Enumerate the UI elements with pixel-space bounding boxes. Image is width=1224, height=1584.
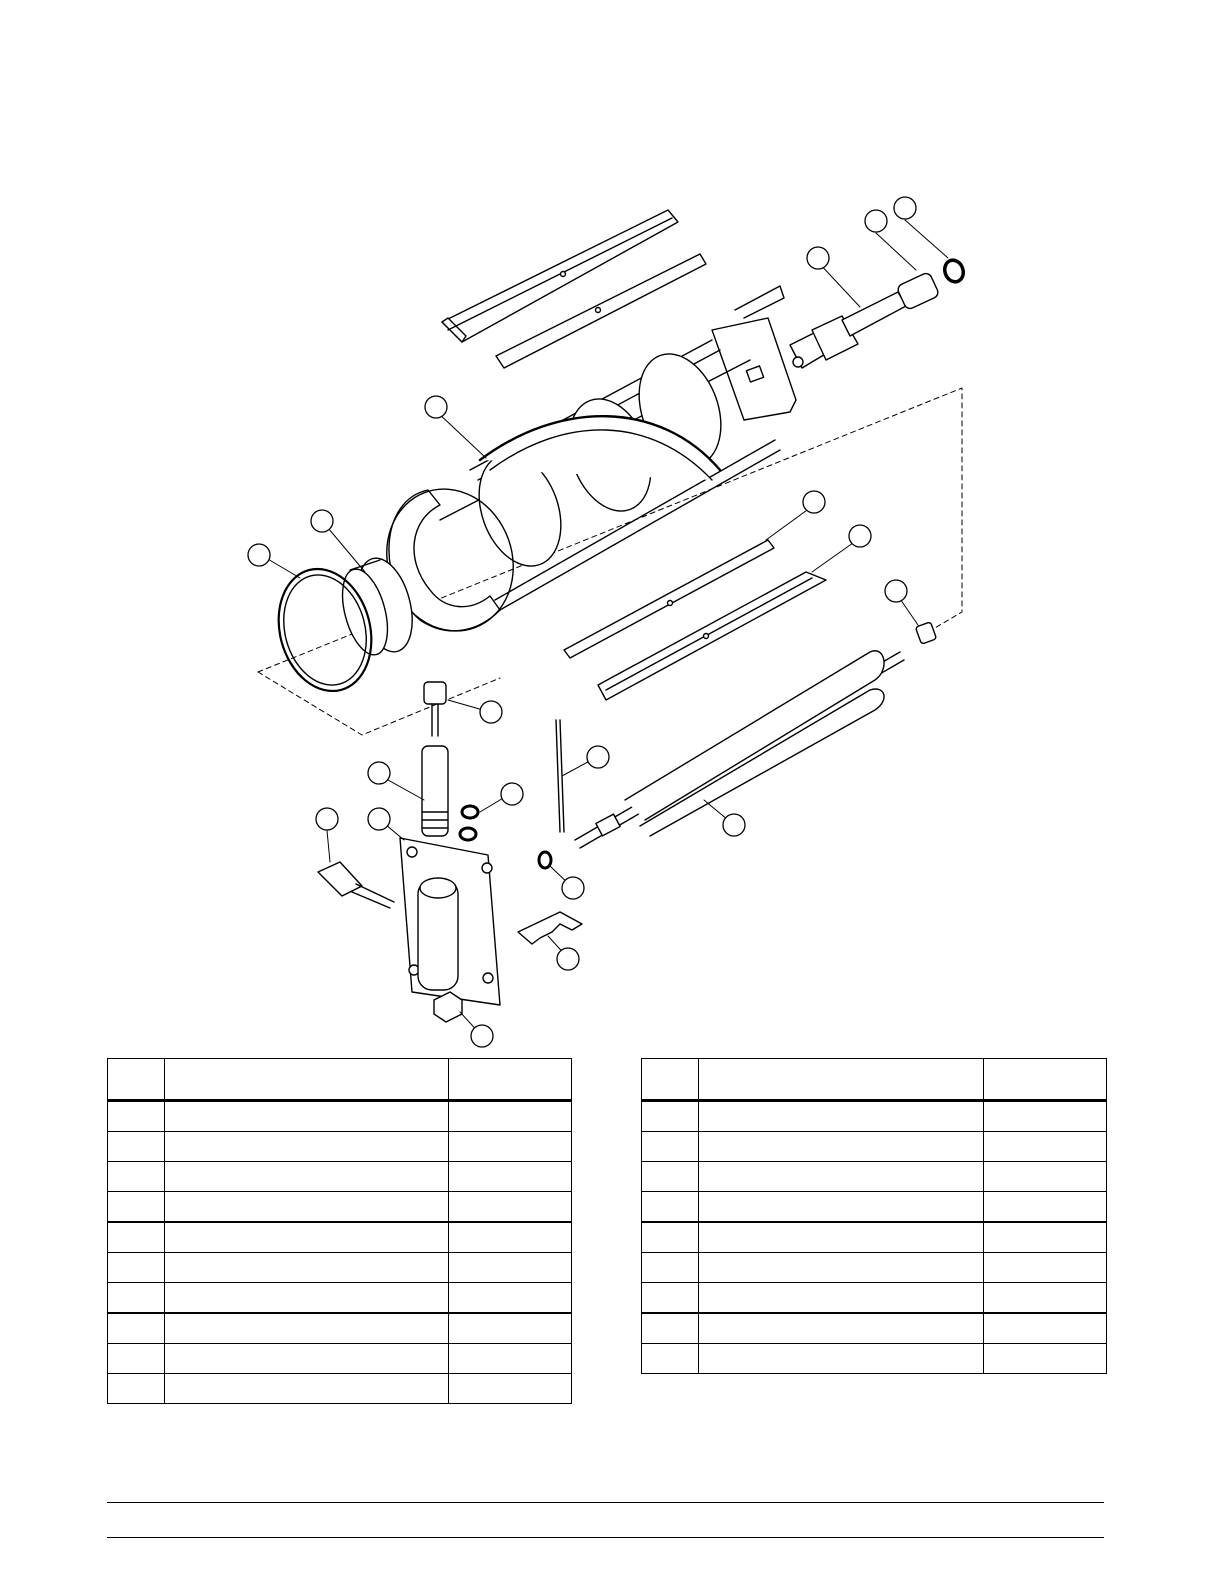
table-cell bbox=[984, 1313, 1107, 1344]
table-cell bbox=[449, 1101, 572, 1132]
table-cell bbox=[108, 1344, 165, 1374]
table-cell bbox=[108, 1253, 165, 1283]
drive-shaft bbox=[790, 272, 940, 368]
table-row bbox=[108, 1313, 572, 1344]
upper-scraper-blade bbox=[496, 254, 706, 368]
table-cell bbox=[449, 1132, 572, 1162]
table-row bbox=[642, 1132, 1107, 1162]
table-row bbox=[108, 1374, 572, 1404]
header-cell bbox=[984, 1059, 1107, 1101]
table-cell bbox=[984, 1101, 1107, 1132]
callout-13 bbox=[501, 783, 523, 805]
callout-9 bbox=[248, 544, 270, 566]
table-cell bbox=[984, 1283, 1107, 1314]
table-cell bbox=[699, 1162, 984, 1192]
table-cell bbox=[642, 1253, 699, 1283]
table-cell bbox=[165, 1283, 449, 1314]
table-header-row bbox=[642, 1059, 1107, 1101]
drain-valve bbox=[422, 746, 448, 836]
table-cell bbox=[165, 1192, 449, 1223]
dasher-assembly bbox=[367, 286, 796, 649]
table-cell bbox=[108, 1101, 165, 1132]
callout-7 bbox=[885, 580, 907, 602]
table-row bbox=[642, 1313, 1107, 1344]
header-cell bbox=[165, 1059, 449, 1101]
valve-o-ring-lower bbox=[460, 828, 476, 840]
table-row bbox=[642, 1222, 1107, 1253]
spring-clip bbox=[518, 912, 582, 944]
lower-blade-holder bbox=[598, 572, 826, 700]
footer-rule-lower bbox=[107, 1537, 1104, 1538]
table-cell bbox=[108, 1132, 165, 1162]
valve-o-ring-upper bbox=[462, 806, 478, 818]
callout-14 bbox=[368, 808, 390, 830]
table-cell bbox=[449, 1222, 572, 1253]
callout-8 bbox=[311, 510, 333, 532]
table-cell bbox=[642, 1162, 699, 1192]
table-cell bbox=[699, 1253, 984, 1283]
table-cell bbox=[984, 1162, 1107, 1192]
table-row bbox=[108, 1283, 572, 1314]
header-cell bbox=[642, 1059, 699, 1101]
table-cell bbox=[165, 1313, 449, 1344]
table-cell bbox=[449, 1283, 572, 1314]
upper-blade-holder bbox=[442, 210, 678, 342]
footer-rule-upper bbox=[107, 1502, 1104, 1503]
table-cell bbox=[699, 1283, 984, 1314]
callout-11 bbox=[587, 746, 609, 768]
table-cell bbox=[165, 1162, 449, 1192]
table-cell bbox=[984, 1344, 1107, 1374]
rod-o-ring bbox=[539, 852, 551, 868]
table-cell bbox=[642, 1101, 699, 1132]
table-row bbox=[108, 1344, 572, 1374]
table-header-row bbox=[108, 1059, 572, 1101]
table-cell bbox=[108, 1283, 165, 1314]
table-cell bbox=[108, 1374, 165, 1404]
table-cell bbox=[699, 1192, 984, 1223]
table-row bbox=[108, 1132, 572, 1162]
callout-18 bbox=[557, 948, 579, 970]
header-cell bbox=[449, 1059, 572, 1101]
parts-table-left bbox=[107, 1058, 572, 1404]
callout-5 bbox=[803, 491, 825, 513]
table-row bbox=[108, 1101, 572, 1132]
table-cell bbox=[449, 1344, 572, 1374]
table-cell bbox=[108, 1162, 165, 1192]
table-row bbox=[108, 1162, 572, 1192]
table-cell bbox=[699, 1132, 984, 1162]
callout-12 bbox=[368, 762, 390, 784]
header-cell bbox=[699, 1059, 984, 1101]
callout-19 bbox=[471, 1025, 493, 1047]
callout-1 bbox=[894, 197, 916, 219]
table-cell bbox=[449, 1313, 572, 1344]
callout-2 bbox=[865, 210, 887, 232]
freezer-door bbox=[400, 838, 500, 1005]
table-row bbox=[108, 1253, 572, 1283]
table-cell bbox=[449, 1162, 572, 1192]
table-cell bbox=[165, 1132, 449, 1162]
header-cell bbox=[108, 1059, 165, 1101]
callout-4 bbox=[425, 396, 447, 418]
table-cell bbox=[108, 1222, 165, 1253]
table-row bbox=[642, 1283, 1107, 1314]
callout-16 bbox=[723, 814, 745, 836]
callout-15 bbox=[316, 808, 338, 830]
table-cell bbox=[642, 1222, 699, 1253]
table-cell bbox=[642, 1344, 699, 1374]
table-row bbox=[108, 1222, 572, 1253]
table-cell bbox=[984, 1132, 1107, 1162]
table-row bbox=[642, 1101, 1107, 1132]
table-cell bbox=[449, 1253, 572, 1283]
assembly-dashed-outline-lower bbox=[258, 672, 500, 735]
table-cell bbox=[642, 1283, 699, 1314]
table-cell bbox=[449, 1192, 572, 1223]
callout-6 bbox=[849, 525, 871, 547]
callout-17 bbox=[562, 877, 584, 899]
parts-table-right bbox=[641, 1058, 1107, 1374]
table-cell bbox=[642, 1313, 699, 1344]
table-cell bbox=[165, 1222, 449, 1253]
table-row bbox=[642, 1192, 1107, 1223]
table-cell bbox=[699, 1222, 984, 1253]
drain-plunger-cap bbox=[424, 682, 446, 736]
callout-3 bbox=[807, 247, 829, 269]
drive-shaft-o-ring bbox=[942, 258, 966, 285]
table-cell bbox=[642, 1132, 699, 1162]
callout-10 bbox=[480, 701, 502, 723]
table-cell bbox=[984, 1253, 1107, 1283]
handle-pin bbox=[318, 862, 394, 908]
table-cell bbox=[699, 1313, 984, 1344]
table-cell bbox=[108, 1313, 165, 1344]
table-cell bbox=[165, 1253, 449, 1283]
table-cell bbox=[165, 1344, 449, 1374]
table-cell bbox=[165, 1374, 449, 1404]
table-cell bbox=[449, 1374, 572, 1404]
table-cell bbox=[984, 1192, 1107, 1223]
table-cell bbox=[699, 1101, 984, 1132]
table-row bbox=[642, 1162, 1107, 1192]
table-row bbox=[642, 1253, 1107, 1283]
lower-scraper-blade bbox=[564, 540, 774, 658]
table-cell bbox=[108, 1192, 165, 1223]
table-cell bbox=[165, 1101, 449, 1132]
table-row bbox=[642, 1344, 1107, 1374]
table-row bbox=[108, 1192, 572, 1223]
table-cell bbox=[642, 1192, 699, 1223]
table-cell bbox=[699, 1344, 984, 1374]
table-cell bbox=[984, 1222, 1107, 1253]
bushing bbox=[915, 622, 936, 644]
